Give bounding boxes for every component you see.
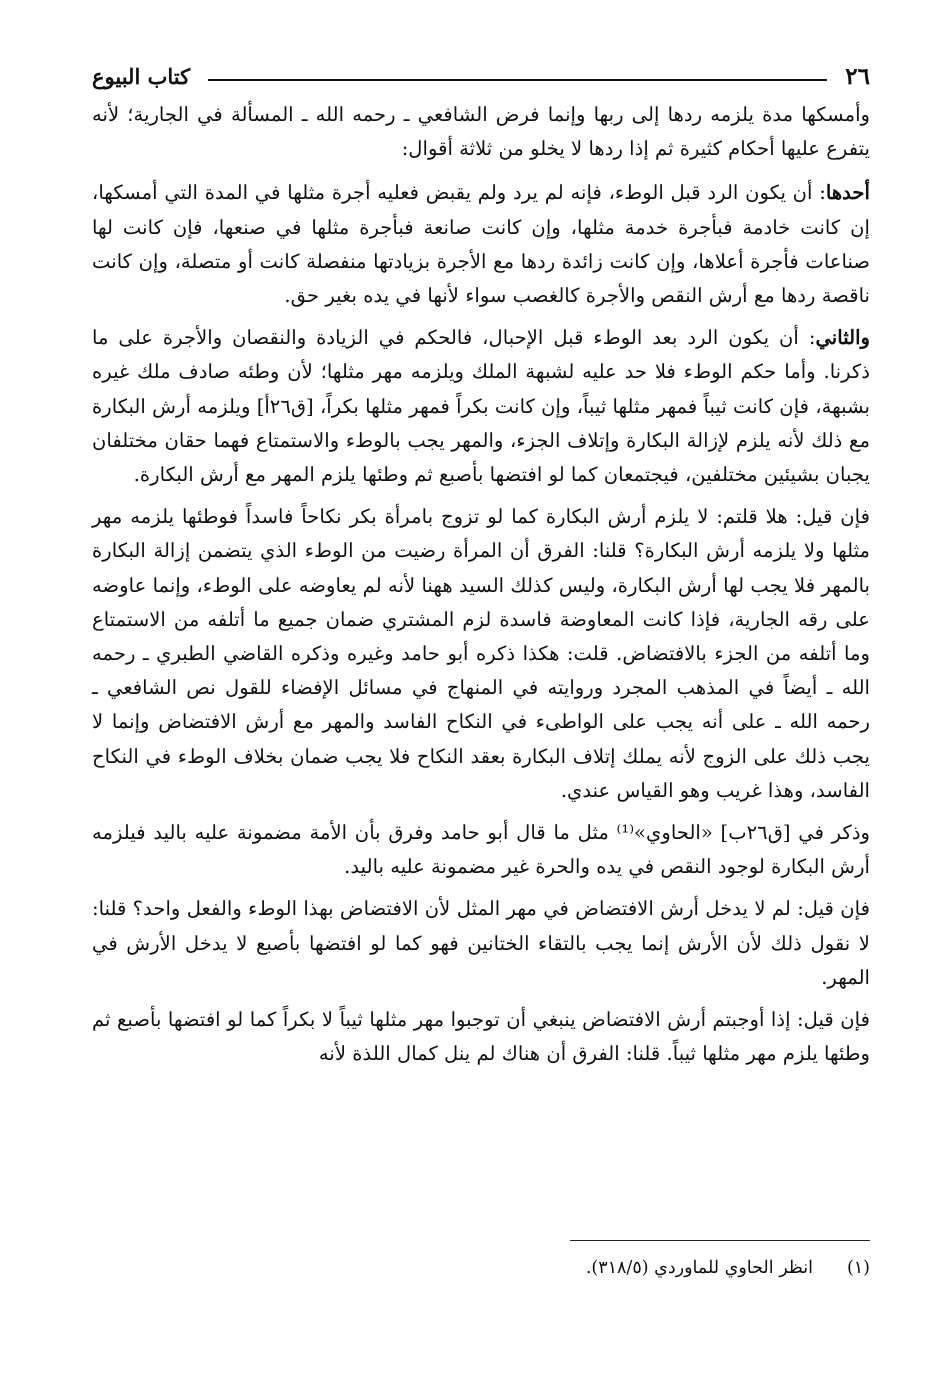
paragraph-text: وذكر في [ق٢٦ب] «الحاوي»⁽¹⁾ مثل ما قال أبو حامد وفرق بأن الأمة مضمونة عليه باليد فيلزمه أرش البكارة لوجود النقص في يده والحرة غير مضمونة عليه باليد. [92,821,871,879]
footnote-number: (١) [846,1258,870,1278]
footnote-area [92,0,870,1374]
paragraph-lead: والثاني [815,326,870,350]
paragraph-lead: أحدها [825,181,870,205]
paragraph-text: : أن يكون الرد قبل الوطء، فإنه لم يرد ولم يقبض فعليه أجرة مثلها في المدة التي أمسكها، إن كانت خادمة فبأجرة خدمة مثلها، وإن كانت صانعة فبأجرة مثلها في صنعها، فإن كانت لها صناعات فأجرة أعلاها، وإن كانت زائدة ردها مع الأجرة بزيادتها منفصلة كانت أو متصلة، وإن كانت ناقصة ردها مع أرش النقص والأجرة كالغصب سواء لأنها في يده بغير حق. [92,181,870,308]
page-number: ٢٦ [845,62,870,90]
footnote-text: انظر الحاوي للماوردي (٣١٨/٥). [585,1258,813,1278]
footnote [92,1255,870,1281]
paragraph-text: فإن قيل: إذا أوجبتم أرش الافتضاض ينبغي أن توجبوا مهر مثلها ثيباً لا بكراً كما لو افتضها بأصبع ثم وطئها يلزم مهر مثلها ثيباً. قلنا: الفرق أن هناك لم ينل كمال اللذة لأنه [92,1008,870,1066]
book-title: كتاب البيوع [92,63,191,89]
paragraph-text: فإن قيل: هلا قلتم: لا يلزم أرش البكارة كما لو تزوج بامرأة بكر نكاحاً فاسداً فوطئها يلزمه مهر مثلها ولا يلزمه أرش البكارة؟ قلنا: الفرق أن المرأة رضيت من الوطء الذي يتضمن إزالة البكارة بالمهر فلا يجب لها أرش البكارة، وليس كذلك السيد ههنا لأنه لم يعاوضه على الوطء، وإنما عاوضه على رقه الجارية، فإذا كانت المعاوضة فاسدة لزم المشتري ضمان جميع ما أتلفه من الاستمتاع وما أتلفه من الجزء بالافتضاض. قلت: هكذا ذكره أبو حامد وغيره وذكره القاضي الطبري ـ رحمه الله ـ أيضاً في المذهب المجرد وروايته في المنهاج في مسائل الإفضاء للقول نص الشافعي ـ رحمه الله ـ على أنه يجب على الواطىء في النكاح الفاسد والمهر مع أرش الافتضاض وإنما لا يجب ذلك على الزوج لأنه يملك إتلاف البكارة بعقد النكاح فلا يجب ضمان بخلاف الوطء في النكاح الفاسد، وهذا غريب وهو القياس عندي. [92,505,870,802]
paragraph-text: وأمسكها مدة يلزمه ردها إلى ربها وإنما فرض الشافعي ـ رحمه الله ـ المسألة في الجارية؛ لأنه يتفرع عليها أحكام كثيرة ثم إذا ردها لا يخلو من ثلاثة أقوال: [92,103,870,161]
footnote-rule [570,1240,870,1241]
paragraph-text: : أن يكون الرد بعد الوطء قبل الإحبال، فالحكم في الزيادة والنقصان والأجرة على ما ذكرنا. وأما حكم الوطء فلا حد عليه لشبهة الملك ويلزمه مهر مثلها؛ لأن وطئه صادف ملك غيره بشبهة، فإن كانت ثيباً فمهر مثلها ثيباً، وإن كانت بكراً فمهر مثلها بكراً، [ق٢٦أ] ويلزمه أرش البكارة مع ذلك لأنه يلزم لإزالة البكارة وإتلاف الجزء، والمهر يجب بالوطء والاستمتاع فهما حقان مختلفان يجبان بشيئين مختلفين، فيجتمعان كما لو افتضها بأصبع ثم وطئها يلزم المهر مع أرش البكارة. [92,326,871,487]
paragraph-text: فإن قيل: لم لا يدخل أرش الافتضاض في مهر المثل لأن الافتضاض بهذا الوطء والفعل واحد؟ قلنا: لا نقول ذلك لأن الأرش إنما يجب بالتقاء الختانين فهو كما لو افتضها بأصبع لا يدخل الأرش في المهر. [92,897,870,989]
